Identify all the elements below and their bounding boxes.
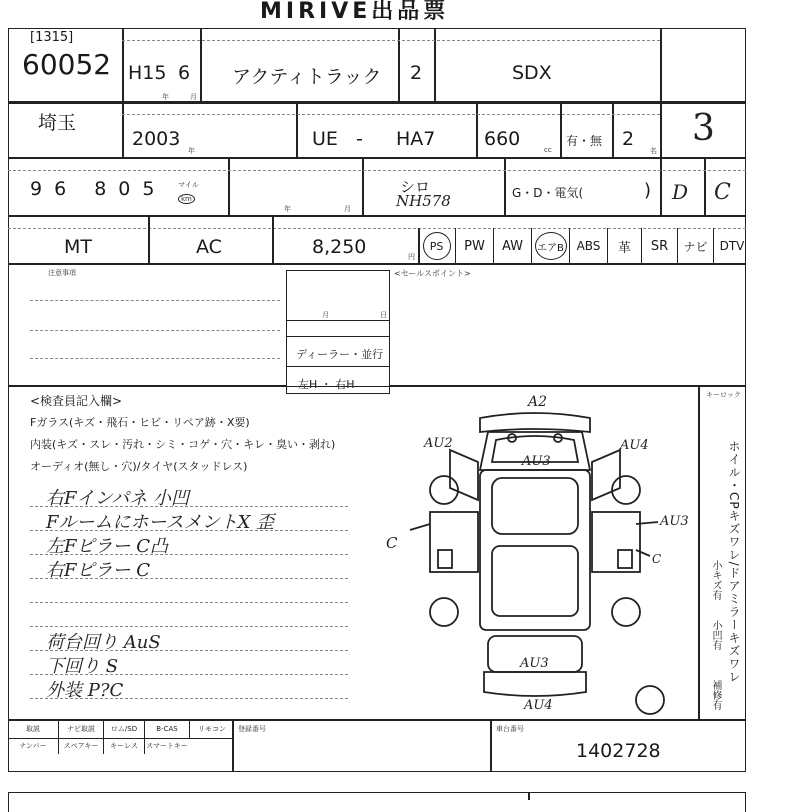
small-dent-note: 小凹有 xyxy=(710,620,721,650)
car-name: アクティトラック xyxy=(232,66,382,88)
note-line: 左Fピラー C凸 xyxy=(46,536,168,557)
key-lock-label: キーロック xyxy=(706,391,741,399)
accessory-rom-sd: ロム/SD xyxy=(104,720,145,738)
option-aw: AW xyxy=(494,228,532,264)
model-dash: - xyxy=(356,128,363,150)
audio-tire-checklist: オーディオ(無し・穴)/タイヤ(スタッドレス) xyxy=(30,460,248,473)
score: 3 xyxy=(692,108,715,149)
reg-day-label: 日 xyxy=(380,311,387,319)
sales-point-header: <セールスポイント> xyxy=(394,269,471,278)
chassis-number-label: 車台番号 xyxy=(496,725,524,733)
mileage-digit: 5 xyxy=(142,178,155,200)
diagram-mark-right-side: AU3 xyxy=(660,514,689,529)
mileage-unit-km: km xyxy=(178,194,195,204)
mileage-digit: 6 xyxy=(54,178,67,200)
model-year: 2003 xyxy=(132,128,181,150)
nen2-label: 年 xyxy=(284,205,291,213)
diagram-mark-rear: AU3 xyxy=(520,656,549,671)
diagram-mark-left-c: C xyxy=(386,534,398,552)
month-label: 月 xyxy=(190,93,197,101)
dealer-parallel: ディーラー・並行 xyxy=(296,348,384,361)
doors: 2 xyxy=(410,62,423,84)
accessory-plate: ナンバー xyxy=(8,738,59,754)
notes-header: 注意事項 xyxy=(48,269,76,277)
displacement: 660 xyxy=(484,128,521,150)
option-navi: ナビ xyxy=(678,228,714,264)
paint-options: G・D・電気( xyxy=(512,186,584,200)
accessory-spare-key: スペアキー xyxy=(59,738,104,754)
model-code: HA7 xyxy=(396,128,436,150)
year-month: 6 xyxy=(178,62,191,84)
mileage-digit: 8 xyxy=(94,178,107,200)
price: 8,250 xyxy=(312,236,367,258)
mei-label: 名 xyxy=(650,147,657,155)
year-era: H15 xyxy=(128,62,167,84)
accessories-row2 xyxy=(8,738,189,754)
option-airbag: エアB xyxy=(532,228,570,264)
aircon: AC xyxy=(196,236,222,258)
mileage-digit: 9 xyxy=(30,178,43,200)
option-dtv: DTV xyxy=(719,239,745,253)
steering-side: 左H ・ 右H xyxy=(298,378,355,391)
options-row xyxy=(418,228,750,264)
reg-month-label: 月 xyxy=(322,311,329,319)
diagram-mark-right-c: C xyxy=(652,552,662,566)
color-name: シロ xyxy=(400,178,431,196)
gatsu-label: 月 xyxy=(344,205,351,213)
grade: SDX xyxy=(512,62,552,84)
accessory-remote: リモコン xyxy=(198,725,226,733)
registration-number-label: 登録番号 xyxy=(238,725,266,733)
note-line: FルームにホースメントX 歪 xyxy=(46,512,275,533)
cc-label: cc xyxy=(544,146,552,154)
diagram-mark-left-front: AU2 xyxy=(424,436,453,451)
option-abs: ABS xyxy=(570,228,608,264)
interior-grade: D xyxy=(672,180,689,204)
mileage-unit-mile: マイル xyxy=(178,181,199,189)
year-label: 年 xyxy=(162,93,169,101)
inspection-status: 有・無 xyxy=(566,134,603,148)
inspector-header: <検査員記入欄> xyxy=(30,394,123,408)
option-sr: SR xyxy=(642,228,678,264)
note-line: 下回り S xyxy=(46,656,119,677)
small-scratch-note: 小キズ有 xyxy=(710,560,721,600)
model-prefix: UE xyxy=(312,128,338,150)
chassis-number: 1402728 xyxy=(576,740,661,762)
diagram-mark-right-front: AU4 xyxy=(620,438,649,453)
note-line: 右Fインパネ 小凹 xyxy=(46,488,189,509)
mileage-field xyxy=(30,178,154,200)
lot-number: 60052 xyxy=(22,48,112,81)
accessory-keyless: キーレス xyxy=(104,738,145,754)
option-ps: PS xyxy=(418,228,456,264)
accessory-smart-key: スマートキー xyxy=(146,742,188,750)
option-pw: PW xyxy=(456,228,494,264)
color-code: NH578 xyxy=(396,192,451,210)
yen-label: 円 xyxy=(408,253,415,261)
diagram-mark-front: A2 xyxy=(528,394,548,410)
diagram-mark-roof: AU3 xyxy=(522,454,551,469)
note-line: 外装 P?C xyxy=(46,680,124,701)
page-title: MIRIVE出品票 xyxy=(260,0,450,24)
seats: 2 xyxy=(622,128,635,150)
paint-close: ) xyxy=(644,180,652,201)
note-line: 右Fピラー C xyxy=(46,560,150,581)
interior-checklist: 内装(キズ・スレ・汚れ・シミ・コゲ・穴・キレ・臭い・剥れ) xyxy=(30,438,336,451)
accessory-manual: 取説 xyxy=(8,720,59,738)
accessory-bcas: B-CAS xyxy=(145,720,190,738)
wheel-mirror-note: ホイル・CPキズワレ/ドアミラーキズワレ xyxy=(727,440,741,684)
repair-note: 補修有 xyxy=(710,680,721,710)
accessories-row1 xyxy=(8,720,234,738)
mileage-digit: 0 xyxy=(118,178,131,200)
diagram-mark-rear-bottom: AU4 xyxy=(524,698,553,713)
glass-checklist: Fガラス(キズ・飛石・ヒビ・リペア跡・X要) xyxy=(30,416,250,429)
transmission: MT xyxy=(64,236,92,258)
lot-bracket: [1315] xyxy=(30,30,74,45)
accessory-navi-manual: ナビ取説 xyxy=(59,720,104,738)
prefecture: 埼玉 xyxy=(38,112,77,134)
exterior-grade: C xyxy=(714,180,731,205)
nen-label: 年 xyxy=(188,147,195,155)
note-line: 荷台回り AuS xyxy=(46,632,161,653)
option-leather: 革 xyxy=(608,228,642,264)
